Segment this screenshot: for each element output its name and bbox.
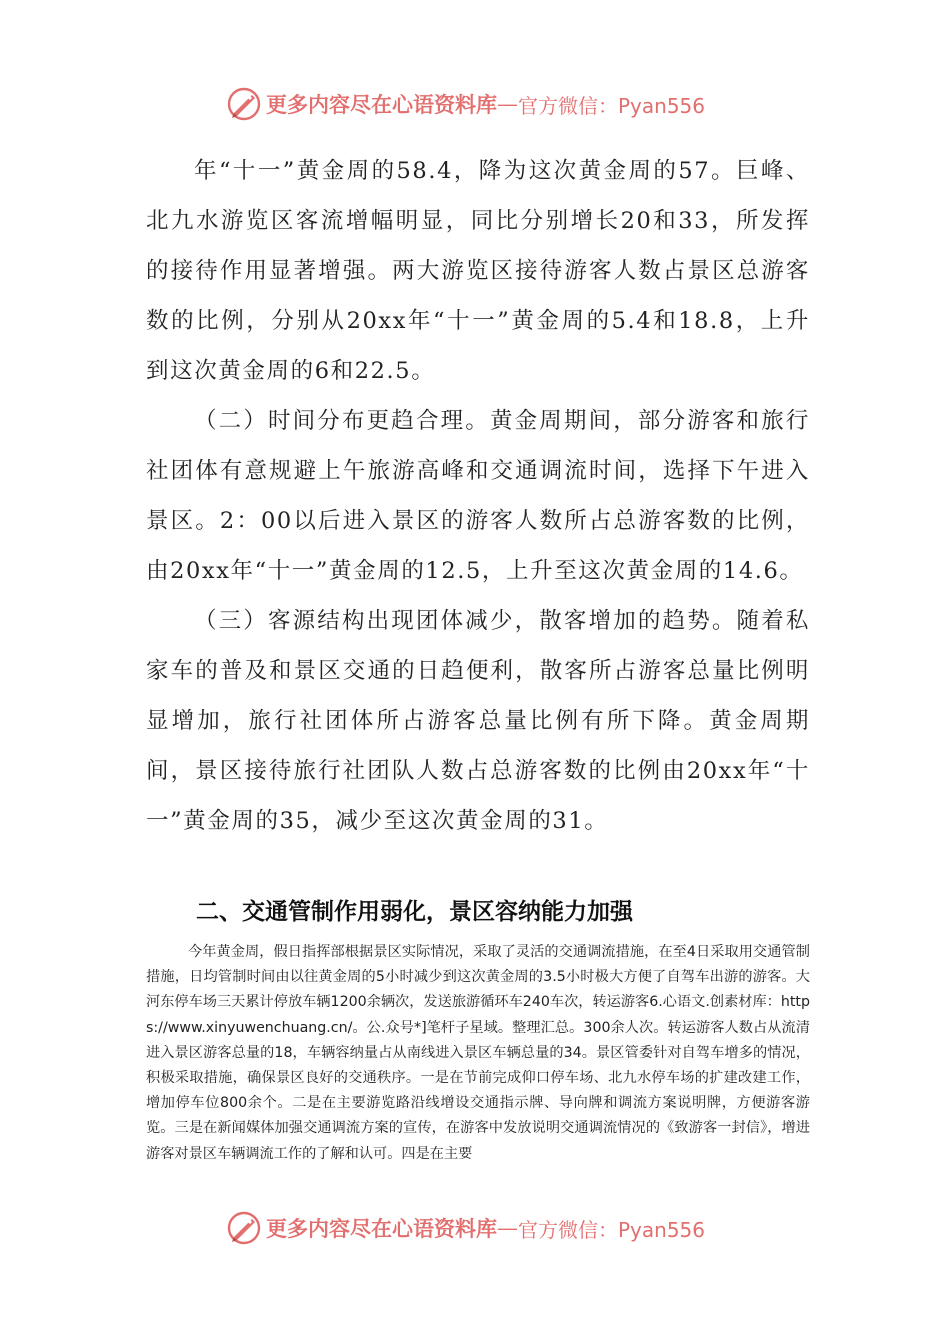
body-text: [146, 146, 810, 846]
banner-slogan: 更多内容尽在心语资料库: [266, 92, 497, 117]
paragraph-2: （二）时间分布更趋合理。黄金周期间，部分游客和旅行社团体有意规避上午旅游高峰和交通调流时间，选择下午进入景区。2：00以后进入景区的游客人数所占总游客数的比例，由20xx年“十一”黄金周的12.5，上升至这次黄金周的14.6。: [146, 408, 810, 584]
section-heading: 二、交通管制作用弱化，景区容纳能力加强: [196, 899, 633, 925]
paragraph-3: （三）客源结构出现团体减少，散客增加的趋势。随着私家车的普及和景区交通的日趋便利，散客所占游客总量比例明显增加，旅行社团体所占游客总量比例有所下降。黄金周期间，景区接待旅行社团队人数占总游客数的比例由20xx年“十一”黄金周的35，减少至这次黄金周的31。: [146, 608, 810, 834]
banner-slogan: 更多内容尽在心语资料库: [266, 1216, 497, 1241]
header-banner[interactable]: [226, 84, 746, 124]
footer-banner[interactable]: [226, 1208, 746, 1248]
banner-separator: —: [497, 92, 518, 116]
banner-wechat: 官方微信：Pyan556: [518, 1217, 706, 1242]
small-text-block: [146, 940, 810, 1167]
pen-logo-icon: [226, 86, 262, 122]
banner-wechat: 官方微信：Pyan556: [518, 93, 706, 118]
small-paragraph: 今年黄金周，假日指挥部根据景区实际情况，采取了灵活的交通调流措施，在至4日采取用交通管制措施，日均管制时间由以往黄金周的5小时减少到这次黄金周的3.5小时极大方便了自驾车出游的游客。大河东停车场三天累计停放车辆1200余辆次，发送旅游循环车240车次，转运游客6.心语文.创素材库：https://www.xinyuwenchuang.cn/。公.众号*]笔杆子星域。整理汇总。300余人次。转运游客人数占从流清进入景区游客总量的18，车辆容纳量占从南线进入景区车辆总量的34。景区管委针对自驾车增多的情况，积极采取措施，确保景区良好的交通秩序。一是在节前完成仰口停车场、北九水停车场的扩建改建工作，增加停车位800余个。二是在主要游览路沿线增设交通指示牌、导向牌和调流方案说明牌，方便游客游览。三是在新闻媒体加强交通调流方案的宣传，在游客中发放说明交通调流情况的《致游客一封信》，增进游客对景区车辆调流工作的了解和认可。四是在主要: [146, 944, 810, 1162]
pen-logo-icon: [226, 1210, 262, 1246]
banner-separator: —: [497, 1216, 518, 1240]
paragraph-1: 年“十一”黄金周的58.4，降为这次黄金周的57。巨峰、北九水游览区客流增幅明显，同比分别增长20和33，所发挥的接待作用显著增强。两大游览区接待游客人数占景区总游客数的比例，分别从20xx年“十一”黄金周的5.4和18.8，上升到这次黄金周的6和22.5。: [146, 158, 810, 384]
